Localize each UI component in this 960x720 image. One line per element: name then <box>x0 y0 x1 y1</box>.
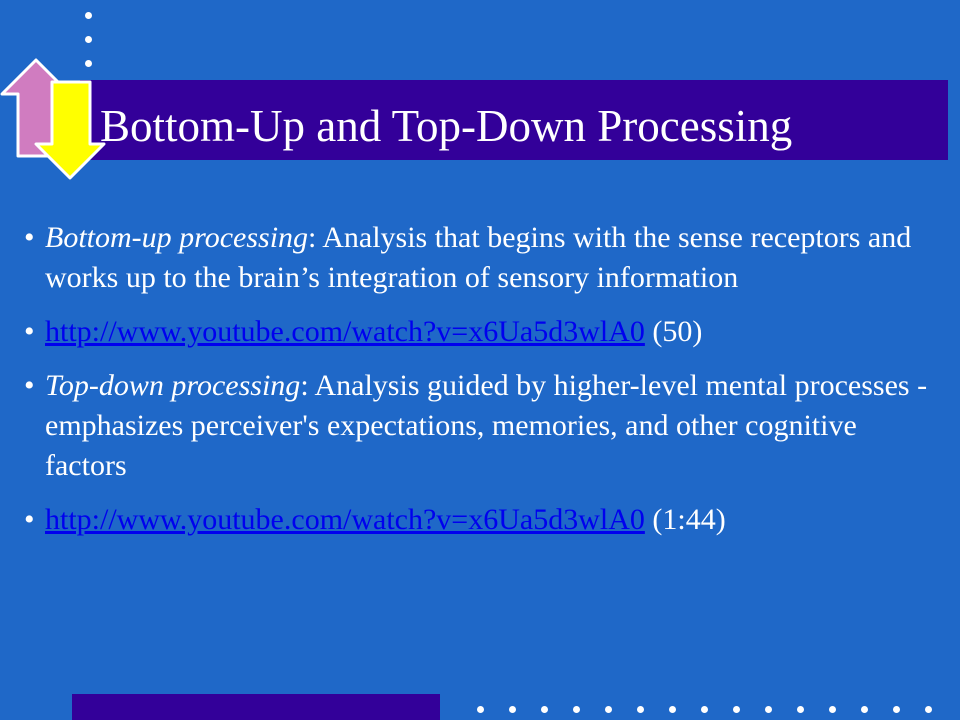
bullet-marker: • <box>24 503 35 536</box>
video-link[interactable]: http://www.youtube.com/watch?v=x6Ua5d3wlA0 <box>45 315 645 348</box>
bottom-bar <box>72 694 440 720</box>
bullet-text: (50) <box>644 315 703 348</box>
decorative-dot <box>509 706 516 713</box>
decorative-dot <box>925 706 932 713</box>
bullet-item <box>24 218 944 298</box>
decorative-dot <box>893 706 900 713</box>
decorative-dot <box>701 706 708 713</box>
bullet-marker: • <box>24 369 35 402</box>
bullet-text: : Analysis guided by higher-level mental processes - emphasizes perceiver's expectations, memories, and other cognitive factors <box>45 369 928 482</box>
decorative-dot <box>605 706 612 713</box>
bullet-list <box>24 218 944 554</box>
bullet-text: (1:44) <box>644 503 726 536</box>
arrows-graphic <box>0 58 110 182</box>
decorative-dot <box>733 706 740 713</box>
bullet-item <box>24 500 944 540</box>
decorative-dot <box>573 706 580 713</box>
bullet-item <box>24 366 944 486</box>
decorative-dot <box>861 706 868 713</box>
decorative-dot <box>637 706 644 713</box>
decorative-dot <box>85 12 92 19</box>
decorative-dot <box>477 706 484 713</box>
bullet-item <box>24 312 944 352</box>
decorative-dot <box>85 36 92 43</box>
video-link[interactable]: http://www.youtube.com/watch?v=x6Ua5d3wlA0 <box>45 503 645 536</box>
bullet-marker: • <box>24 315 35 348</box>
bullet-term: Bottom-up processing <box>45 221 309 254</box>
bullet-text: : Analysis that begins with the sense receptors and works up to the brain’s integration of sensory information <box>45 221 912 294</box>
slide-title: Bottom-Up and Top-Down Processing <box>100 101 793 151</box>
bullet-marker: • <box>24 221 35 254</box>
decorative-dot <box>669 706 676 713</box>
decorative-dot <box>541 706 548 713</box>
decorative-dot <box>829 706 836 713</box>
bullet-term: Top-down processing <box>45 369 301 402</box>
decorative-dot <box>765 706 772 713</box>
decorative-dot <box>797 706 804 713</box>
